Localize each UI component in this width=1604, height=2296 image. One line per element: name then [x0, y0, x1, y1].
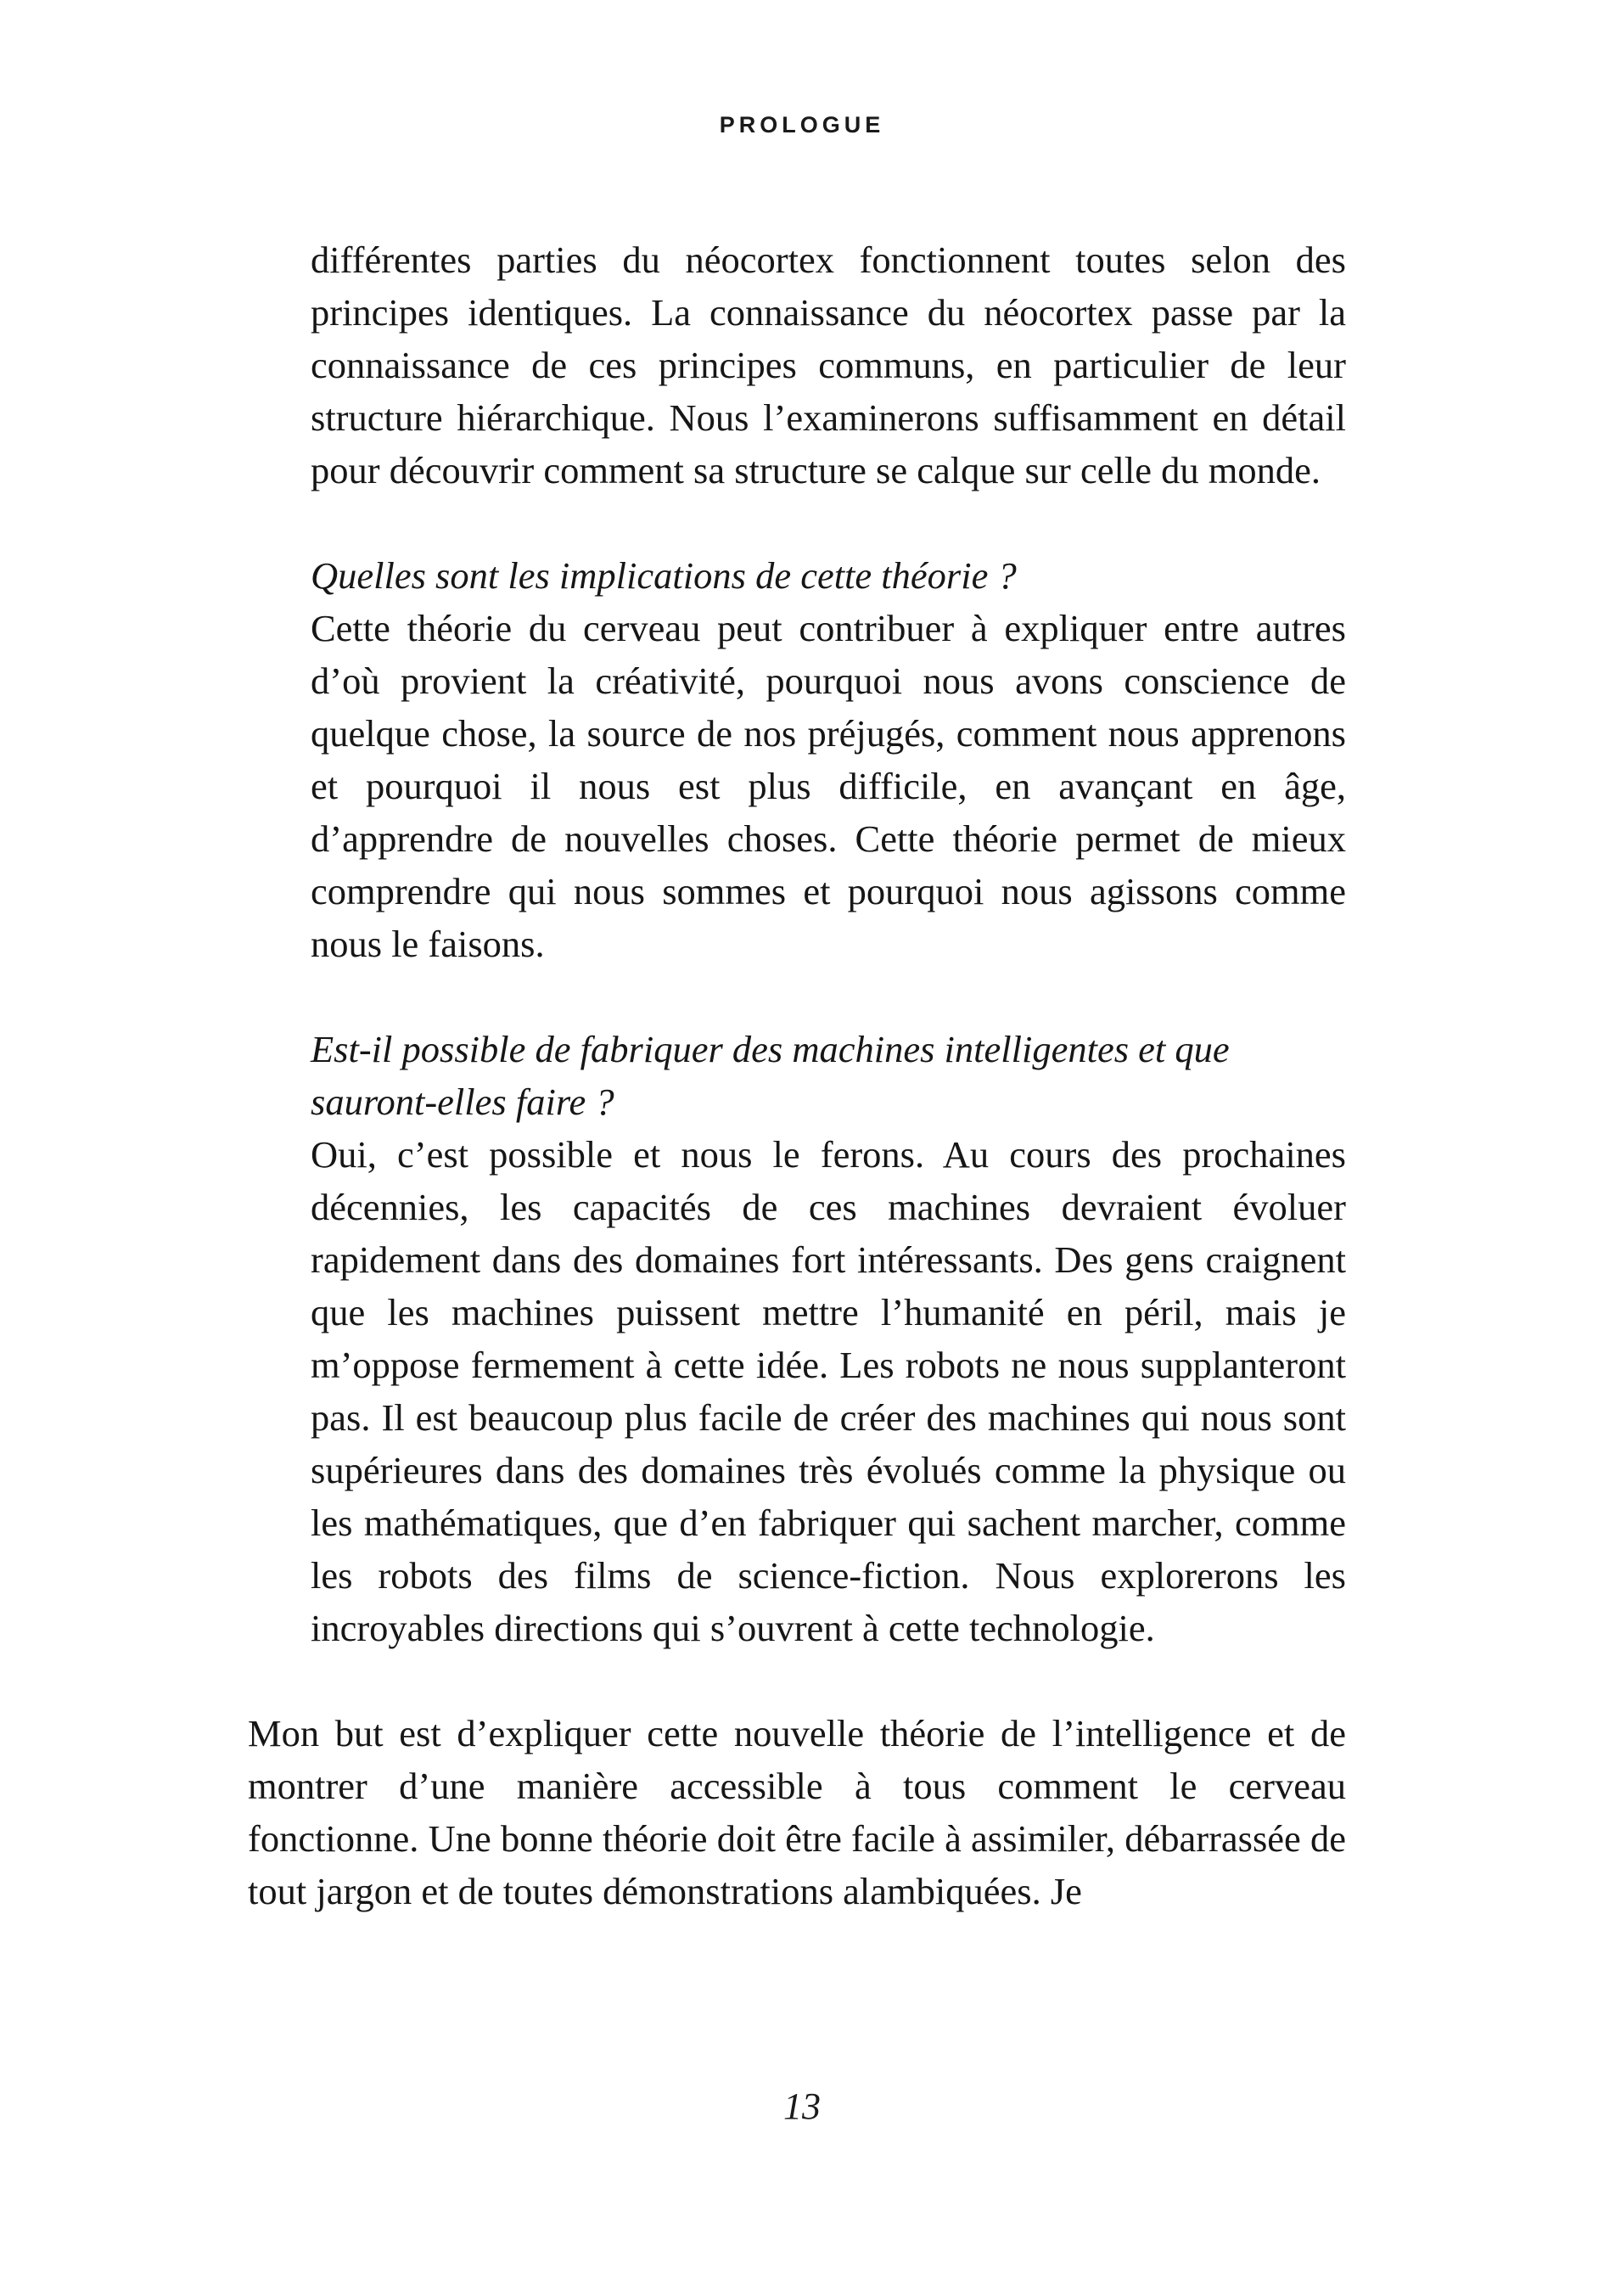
section-spacer [311, 970, 1346, 1023]
question-machines: Est-il possible de fabriquer des machines intelligentes et que sauront-elles faire ? [311, 1028, 1230, 1123]
closing-paragraph: Mon but est d’expliquer cette nouvelle théorie de l’intelligence et de montrer d’une manière accessible à tous comment le cerveau fonctionne. Une bonne théorie doit être facile à assimiler, débarrassée de tout jargon et de toutes démonstrations alambiquées. Je [248, 1712, 1346, 1912]
section-spacer [311, 497, 1346, 549]
page-number: 13 [783, 2085, 821, 2127]
indented-qa-block [311, 233, 1346, 1654]
question-implications: Quelles sont les implications de cette théorie ? [311, 554, 1017, 597]
answer-machines: Oui, c’est possible et nous le ferons. Au cours des prochaines décennies, les capacités de ces machines devraient évoluer rapidement dans des domaines fort intéressants. Des gens craignent que les machines puissent mettre l’humanité en péril, mais je m’oppose fermement à cette idée. Les robots ne nous supplanteront pas. Il est beaucoup plus facile de créer des machines qui nous sont supérieures dans des domaines très évolués comme la physique ou les mathématiques, que d’en fabriquer qui sachent marcher, comme les robots des films de science-fiction. Nous explorerons les incroyables directions qui s’ouvrent à cette technologie. [311, 1133, 1346, 1649]
section-spacer [248, 1654, 1346, 1707]
block1-paragraph: différentes parties du néocortex fonctionnent toutes selon des principes identiques. La connaissance du néocortex passe par la connaissance de ces principes communs, en particulier de leur structure hiérarchique. Nous l’examinerons suffisamment en détail pour découvrir comment sa structure se calque sur celle du monde. [311, 239, 1346, 491]
answer-implications: Cette théorie du cerveau peut contribuer à expliquer entre autres d’où provient la créativité, pourquoi nous avons conscience de quelque chose, la source de nos préjugés, comment nous apprenons et pourquoi il nous est plus difficile, en avançant en âge, d’apprendre de nouvelles choses. Cette théorie permet de mieux comprendre qui nous sommes et pourquoi nous agissons comme nous le faisons. [311, 607, 1346, 965]
running-head: PROLOGUE [719, 112, 885, 138]
page-body [248, 233, 1346, 1917]
